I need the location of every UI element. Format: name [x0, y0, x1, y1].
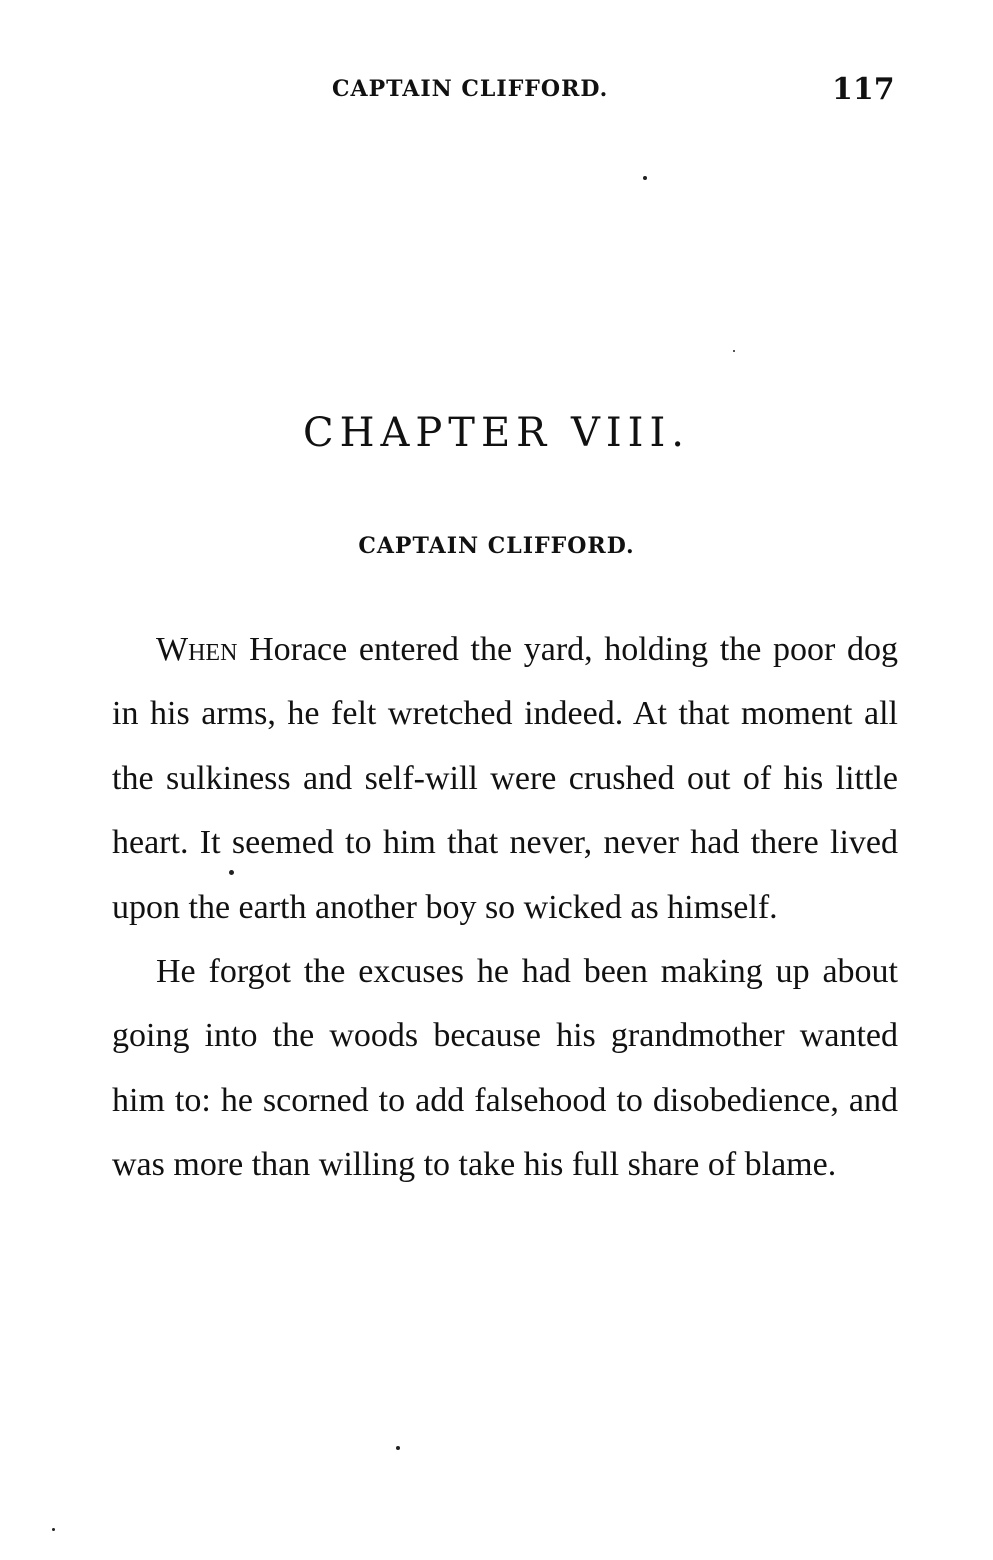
paragraph-1 — [112, 618, 898, 940]
scan-speck — [643, 176, 647, 180]
scan-speck — [733, 350, 735, 352]
page-number: 117 — [832, 72, 895, 107]
paragraph-lead-word: When — [156, 631, 238, 668]
paragraph-2: He forgot the excuses he had been making up about going into the woods because his grandmother wanted him to: he scorned to add falsehood to disobedience, and was more than willing to take his full share of blame. — [112, 953, 898, 1184]
running-title: CAPTAIN CLIFFORD. — [332, 76, 609, 102]
chapter-heading: CHAPTER VIII. — [302, 410, 690, 456]
scan-speck — [229, 870, 234, 875]
chapter-subtitle: CAPTAIN CLIFFORD. — [358, 533, 635, 559]
scan-speck — [52, 1528, 55, 1531]
scan-speck — [396, 1446, 400, 1450]
paragraph-1-text: Horace entered the yard, holding the poor dog in his arms, he felt wretched indeed. At that moment all the sulkiness and self-will were crushed out of his little heart. It seemed to him that never, never had there lived upon the earth another boy so wicked as himself. — [112, 631, 898, 926]
body-text — [112, 618, 898, 1198]
running-head — [0, 72, 993, 112]
